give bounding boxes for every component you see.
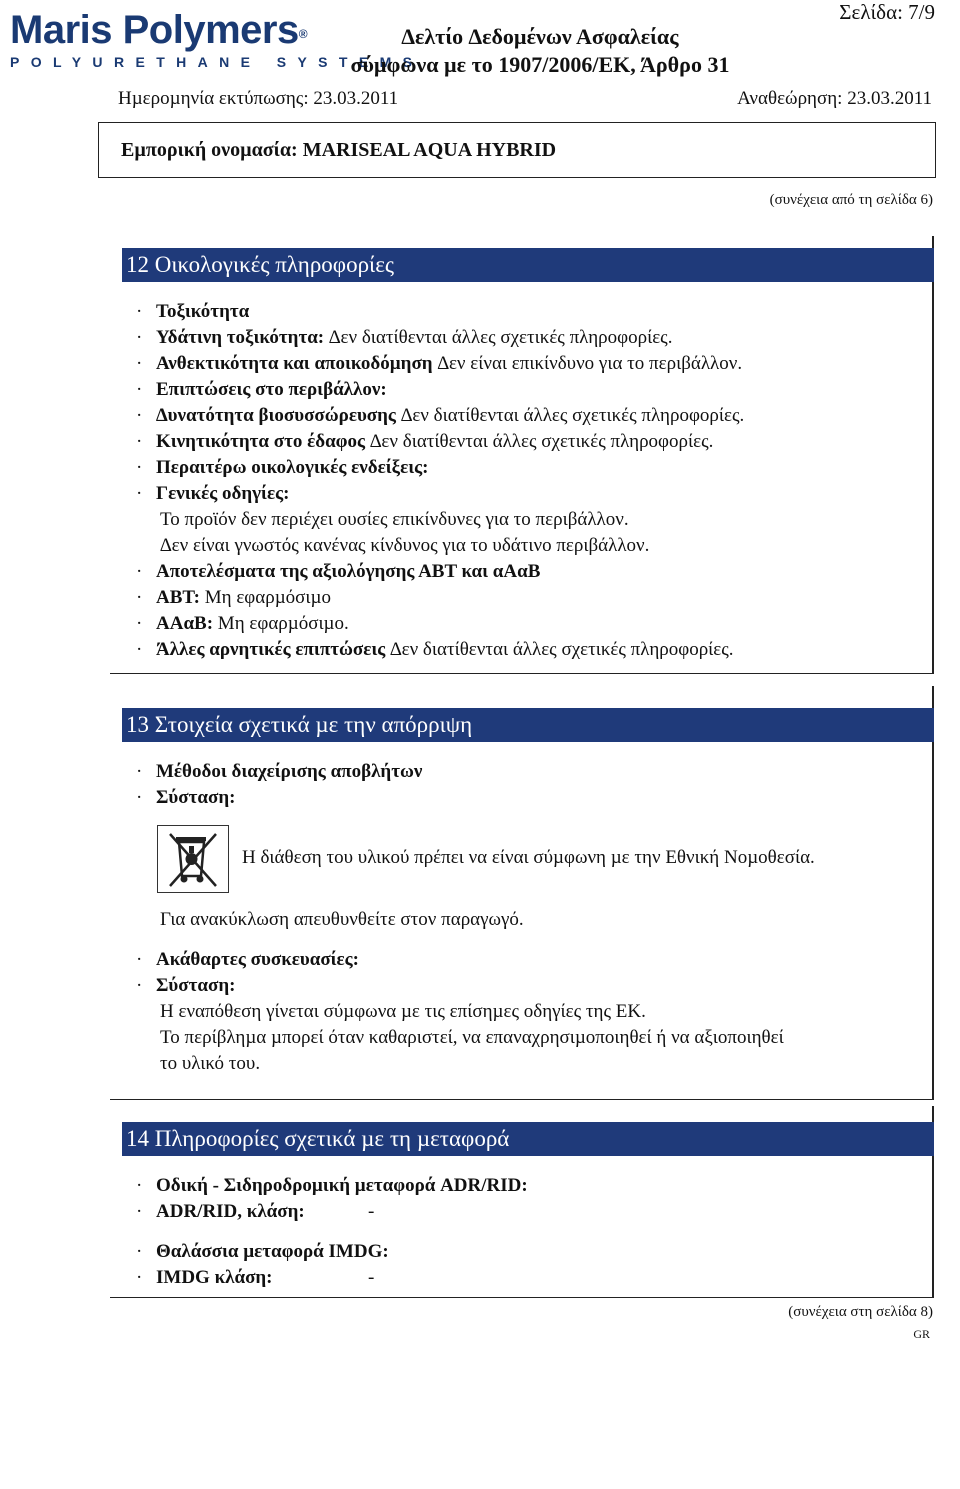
s13-packaging-note-3: το υλικό του. xyxy=(160,1053,261,1074)
document-title: ∆ελτίο ∆εδοµένων Ασφαλείας xyxy=(401,24,679,49)
crossed-out-wheelie-bin-icon xyxy=(157,825,229,893)
logo-main-text: Maris Polymers xyxy=(10,8,299,52)
s14-adr-rid-class: · ADR/RID, κλάση: - xyxy=(136,1201,375,1222)
s12-soil-mobility: · Κινητικότητα στο έδαφος ∆εν διατίθενται άλλες σχετικές πληροφορίες. xyxy=(136,431,714,452)
page-number: Σελίδα: 7/9 xyxy=(839,0,935,24)
s12-bioaccumulation: · ∆υνατότητα βιοσυσσώρευσης ∆εν διατίθενται άλλες σχετικές πληροφορίες. xyxy=(136,405,745,426)
s12-persistence: · Ανθεκτικότητα και αποικοδόµηση ∆εν είναι επικίνδυνο για το περιβάλλον. xyxy=(136,353,743,374)
section-13-title: 13 Στοιχεία σχετικά µε την απόρριψη xyxy=(122,708,934,742)
section-12-title: 12 Οικολογικές πληροφορίες xyxy=(122,248,934,282)
product-name-box xyxy=(98,122,936,178)
s12-general-notes: · Γενικές οδηγίες: xyxy=(136,483,290,504)
s12-aquatic-toxicity: · Υδάτινη τοξικότητα: ∆εν διατίθενται άλλες σχετικές πληροφορίες. xyxy=(136,327,673,348)
s12-note-1: Το προϊόν δεν περιέχει ουσίες επικίνδυνες για το περιβάλλον. xyxy=(160,509,629,530)
s14-imdg-class: · IMDG κλάση: - xyxy=(136,1267,375,1288)
s12-further-indications: · Περαιτέρω οικολογικές ενδείξεις: xyxy=(136,457,429,478)
s13-packaging-note-2: Το περίβληµα µπορεί όταν καθαριστεί, να επαναχρησιµοποιηθεί ή να αξιοποιηθεί xyxy=(160,1027,784,1048)
s13-waste-methods: · Μέθοδοι διαχείρισης αποβλήτων xyxy=(136,761,423,782)
s12-environmental-effects: · Επιπτώσεις στο περιβάλλον: xyxy=(136,379,387,400)
s12-toxicity: · Τοξικότητα xyxy=(136,301,250,322)
print-date: Ηµεροµηνία εκτύπωσης: 23.03.2011 xyxy=(118,88,399,109)
s12-note-2: ∆εν είναι γνωστός κανένας κίνδυνος για το υδάτινο περιβάλλον. xyxy=(160,535,650,556)
section-14-title: 14 Πληροφορίες σχετικά µε τη µεταφορά xyxy=(122,1122,934,1156)
product-name: Εµπορική ονοµασία: MARISEAL AQUA HYBRID xyxy=(121,139,557,161)
s12-pbt-vpvb-results: · Αποτελέσµατα της αξιολόγησης ΑΒΤ και αΑαΒ xyxy=(136,561,541,582)
revision-date: Αναθεώρηση: 23.03.2011 xyxy=(737,88,932,109)
s13-packaging-note-1: Η εναπόθεση γίνεται σύµφωνα µε τις επίσηµες οδηγίες της ΕΚ. xyxy=(160,1001,646,1022)
s13-dirty-packaging: · Ακάθαρτες συσκευασίες: xyxy=(136,949,360,970)
s13-recycling-note: Για ανακύκλωση απευθυνθείτε στον παραγωγό. xyxy=(160,909,524,930)
s12-pbt: · ΑΒΤ: Μη εφαρµόσιµο xyxy=(136,587,331,608)
document-regulation: σύµφωνα µε το 1907/2006/ΕΚ, Άρθρο 31 xyxy=(350,52,730,77)
continued-to-note: (συνέχεια στη σελίδα 8) xyxy=(788,1304,933,1320)
s13-recommendation: · Σύσταση: xyxy=(136,787,236,808)
logo-subtitle: POLYURETHANE SYSTEMS xyxy=(10,54,424,70)
s12-other-adverse-effects: · Άλλες αρνητικές επιπτώσεις ∆εν διατίθενται άλλες σχετικές πληροφορίες. xyxy=(136,639,734,660)
company-logo: Maris Polymers® POLYURETHANE SYSTEMS xyxy=(10,8,424,70)
s13-disposal-note: Η διάθεση του υλικού πρέπει να είναι σύµφωνη µε την Εθνική Νοµοθεσία. xyxy=(242,847,815,868)
s13-packaging-recommendation: · Σύσταση: xyxy=(136,975,236,996)
s14-road-rail-transport: · Οδική - Σιδηροδροµική µεταφορά ADR/RID: xyxy=(136,1175,528,1196)
language-code: GR xyxy=(913,1327,930,1341)
continued-from-note: (συνέχεια από τη σελίδα 6) xyxy=(769,192,933,208)
s14-sea-transport: · Θαλάσσια µεταφορά IMDG: xyxy=(136,1241,389,1262)
s12-vpvb: · ΑΑαΒ: Μη εφαρµόσιµο. xyxy=(136,613,349,634)
